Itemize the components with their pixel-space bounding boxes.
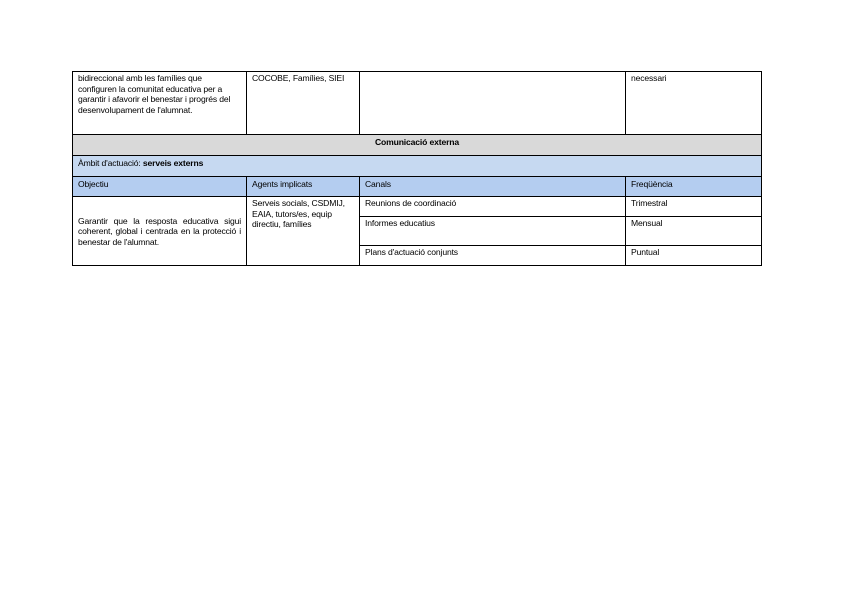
header-row bbox=[73, 177, 762, 197]
header-objectiu: Objectiu bbox=[73, 177, 247, 197]
header-frequencia: Freqüència bbox=[626, 177, 762, 197]
frequencia-cell: Mensual bbox=[626, 217, 762, 246]
section-title: Comunicació externa bbox=[73, 135, 762, 156]
objectiu-cell: bidireccional amb les famílies que configuren la comunitat educativa per a garantir i afavorir el benestar i progrés del desenvolupament de l'alumnat. bbox=[73, 72, 247, 135]
canal-cell: Plans d'actuació conjunts bbox=[360, 246, 626, 266]
frequencia-cell: Trimestral bbox=[626, 197, 762, 217]
header-canals: Canals bbox=[360, 177, 626, 197]
frequencia-cell: Puntual bbox=[626, 246, 762, 266]
group-agents-cell: Serveis socials, CSDMIJ, EAIA, tutors/es, equip directiu, famílies bbox=[247, 197, 360, 266]
communication-plan-table bbox=[72, 71, 762, 266]
agents-cell: COCOBE, Famílies, SIEI bbox=[247, 72, 360, 135]
frequencia-cell: necessari bbox=[626, 72, 762, 135]
ambit-label: Àmbit d'actuació: bbox=[78, 158, 143, 168]
table-row bbox=[73, 197, 762, 217]
continuation-row bbox=[73, 72, 762, 135]
canals-cell bbox=[360, 72, 626, 135]
ambit-value: serveis externs bbox=[142, 158, 204, 168]
group-objectiu-cell: Garantir que la resposta educativa sigui coherent, global i centrada en la protecció i benestar de l'alumnat. bbox=[73, 197, 247, 266]
section-row bbox=[73, 135, 762, 156]
ambit-cell bbox=[73, 156, 762, 177]
canal-cell: Informes educatius bbox=[360, 217, 626, 246]
header-agents: Agents implicats bbox=[247, 177, 360, 197]
canal-cell: Reunions de coordinació bbox=[360, 197, 626, 217]
ambit-row bbox=[73, 156, 762, 177]
